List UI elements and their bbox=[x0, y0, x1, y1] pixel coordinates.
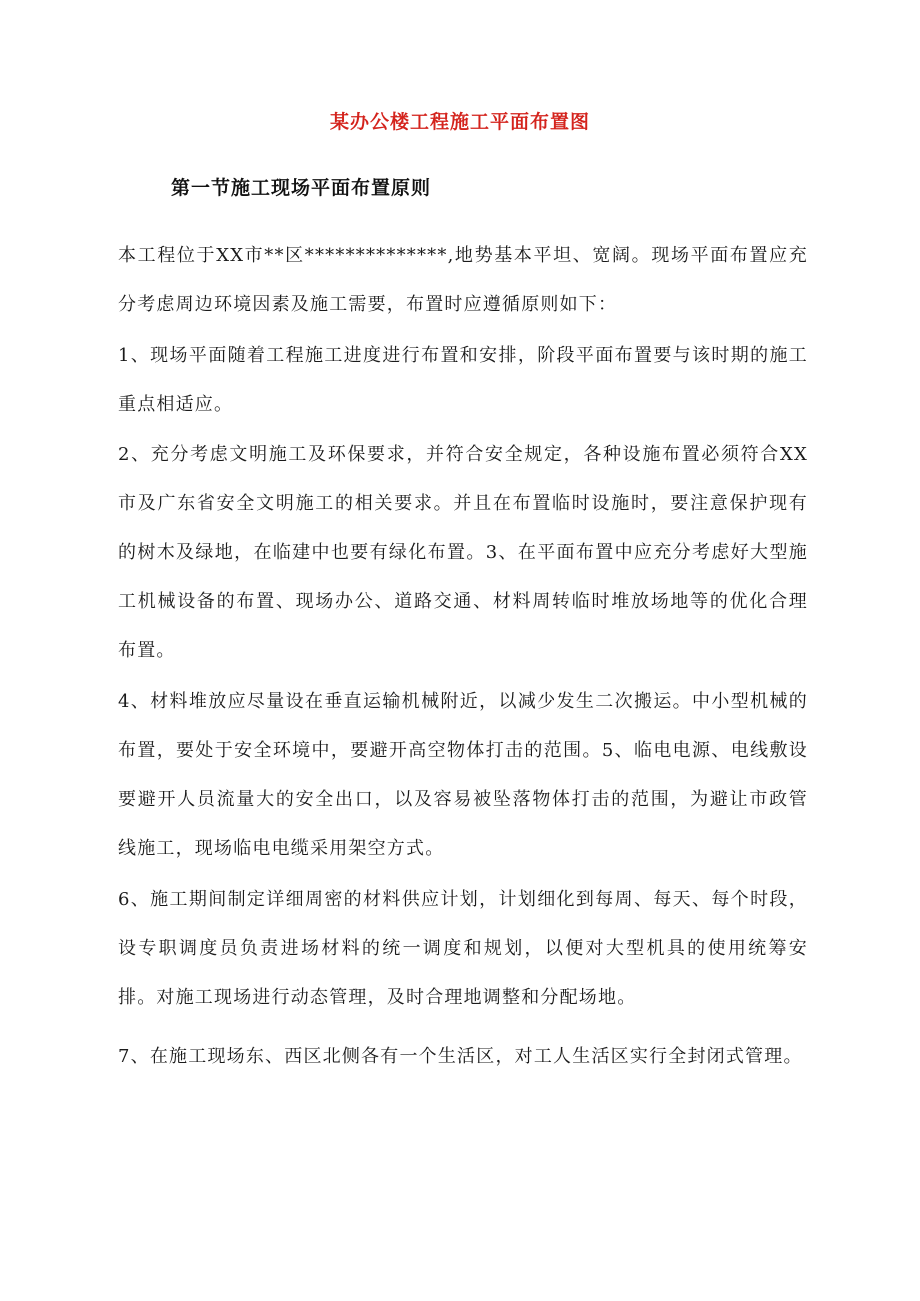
paragraph-intro: 本工程位于XX市**区**************,地势基本平坦、宽阔。现场平面布置应充分考虑周边环境因素及施工需要，布置时应遵循原则如下： bbox=[118, 245, 808, 315]
paragraph-principle-7: 7、在施工现场东、西区北侧各有一个生活区，对工人生活区实行全封闭式管理。 bbox=[118, 1046, 803, 1067]
paragraph-principle-2-3: 2、充分考虑文明施工及环保要求，并符合安全规定，各种设施布置必须符合XX市及广东省安全文明施工的相关要求。并且在布置临时设施时，要注意保护现有的树木及绿地，在临建中也要有绿化布置。3、在平面布置中应充分考虑好大型施工机械设备的布置、现场办公、道路交通、材料周转临时堆放场地等的优化合理布置。 bbox=[118, 444, 808, 661]
section-heading: 第一节施工现场平面布置原则 bbox=[171, 177, 432, 199]
paragraph-principle-6: 6、施工期间制定详细周密的材料供应计划，计划细化到每周、每天、每个时段，设专职调度员负责进场材料的统一调度和规划，以便对大型机具的使用统筹安排。对施工现场进行动态管理，及时合理地调整和分配场地。 bbox=[118, 889, 808, 1008]
paragraph-principle-4-5: 4、材料堆放应尽量设在垂直运输机械附近，以减少发生二次搬运。中小型机械的布置，要处于安全环境中，要避开高空物体打击的范围。5、临电电源、电线敷设要避开人员流量大的安全出口，以及容易被坠落物体打击的范围，为避让市政管线施工，现场临电电缆采用架空方式。 bbox=[118, 691, 808, 859]
paragraph-principle-1: 1、现场平面随着工程施工进度进行布置和安排，阶段平面布置要与该时期的施工重点相适应。 bbox=[118, 345, 808, 415]
document-title: 某办公楼工程施工平面布置图 bbox=[329, 111, 590, 133]
